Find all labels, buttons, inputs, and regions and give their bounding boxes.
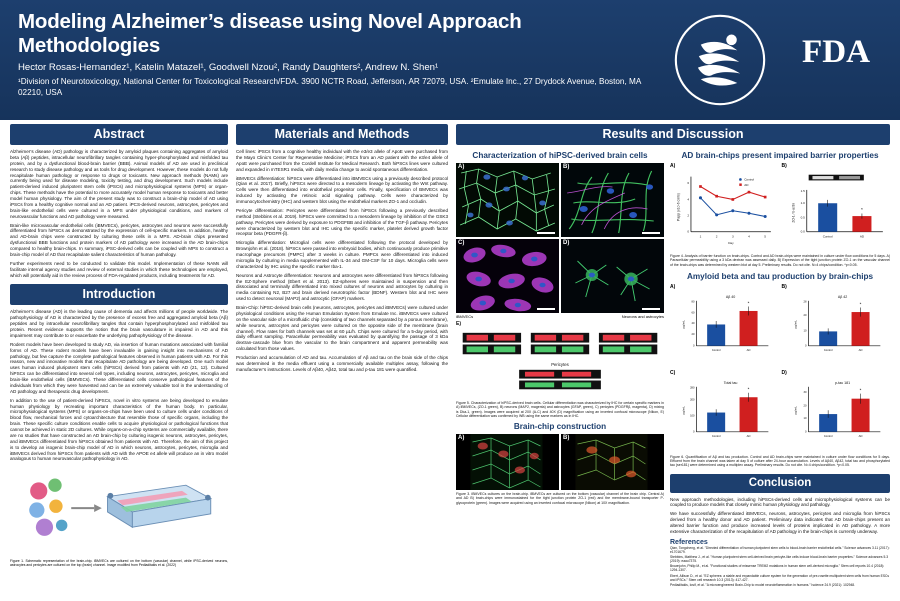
methods-body <box>236 149 448 373</box>
svg-text:0: 0 <box>687 229 690 234</box>
references-list <box>670 546 890 587</box>
svg-text:Day: Day <box>728 241 734 246</box>
figure3-caption: Figure 3. iBMVECs cultures on the brain-chip. iBMVECs are cultured on the bottom (vascular) channel of the brain chip. Central A) and AD B) brain-chips were immunostained for the tight junction protein ZO-1 (red) and the membrane-bound transporter P-glycoprotein (green). Images were acquired using an inverted confocal microscope (Nikon) at 10X magnification. <box>456 492 664 505</box>
svg-text:60: 60 <box>691 311 695 315</box>
svg-text:pg/mL: pg/mL <box>681 405 686 415</box>
chip-image-ad <box>561 434 664 490</box>
chart-abeta42-svg <box>782 290 891 362</box>
amyloid-charts <box>670 284 890 453</box>
svg-text:10: 10 <box>803 329 807 333</box>
svg-text:p-tau 181: p-tau 181 <box>834 380 850 385</box>
chart-permeability <box>670 163 779 252</box>
chart-ptau <box>782 370 891 453</box>
panel-label-e: E) <box>456 321 461 327</box>
micrograph-iba1 <box>561 239 664 313</box>
introduction-section <box>10 284 228 462</box>
methods-para-4: Neurons and Astrocyte differentiation: Neurons and astrocytes were differentiated from hiPSCs following the EZ-Sphere method (Ebert et al. 2013). EZ-spheres were maintained in suspension and then dissociated and terminally differentiated into mixed cultures of neurons and astrocytes by culturing in media containing N2, B27 and brain derived neurotrophic factor (BDNF). Western blot and IHC were used to detect neuronal (MAP2) and astrocytic (GFAP) markers. <box>236 272 448 302</box>
svg-text:4: 4 <box>748 234 750 239</box>
svg-text:5: 5 <box>764 234 766 239</box>
svg-text:pg/mL: pg/mL <box>793 405 798 415</box>
reference-item: Stebbins, Matthew J., et al. "Human pluripotent stem cell-derived brain pericyte-like cells induce blood-brain barrier properties." Science advances 5.3 (2019): eaau7375. <box>670 555 889 564</box>
svg-text:3: 3 <box>731 234 734 239</box>
svg-text:0: 0 <box>804 344 807 348</box>
conclusion-para-1: We have successfully differentiated iBMVECs, neurons, astrocytes, pericytes and microglia from hiPSCs derived from a healthy donor and AD patient. Preliminary data indicates that AD brain-chips present an altered barrier function and produce increased levels of proteins implicated in AD pathology. A more extensive characterization of the recapitulation of AD pathology in the brain-chips is currently underway. <box>670 511 890 534</box>
methods-heading: Materials and Methods <box>236 124 448 145</box>
methods-para-5: Brain-Chip: hiPSC-derived brain cells (neurons, astrocytes, pericytes and iBMVECs) were cultured under physiological conditions using the Human Emulation System from Emulate Inc. iBMVECs were cultured on the vascular side of a microfluidic chip (consisting of two channels separated by a porous membrane), while neurons, astrocytes and pericytes were cultured on the opposite side of the membrane (brain channel). Flow rates for both channels was set at 60 µL/h. Chips were cultured for a 5-day period, with daily effluent sampling. Paracellular permeability was evaluated by quantifying the passage of 3 kDa dextran-cascade blue from the vascular to the brain compartment and apparent permeability was calculated from those values. <box>236 305 448 352</box>
barrier-charts <box>670 163 890 252</box>
poster-header <box>0 0 900 120</box>
svg-text:Aβ 42: Aβ 42 <box>837 294 847 299</box>
svg-text:AD: AD <box>859 234 864 239</box>
scale-bar <box>642 308 660 310</box>
chart-abeta40-svg <box>670 290 779 362</box>
panel-label-a-chip: A) <box>458 435 465 442</box>
svg-text:*: * <box>859 387 861 393</box>
panel-label-a: A) <box>458 164 465 170</box>
svg-text:0: 0 <box>693 344 695 348</box>
fda-logo <box>790 28 882 74</box>
svg-text:2: 2 <box>687 213 690 218</box>
reference-item: Pediaditakis, Iosif, et al. "A microengineered Brain-Chip to model neuroinflammation in humans." Iscience 24.9 (2021): 102948. <box>670 582 856 587</box>
svg-text:10: 10 <box>803 416 807 420</box>
scale-bar <box>642 232 660 234</box>
chart-permeability-panel: A) <box>670 163 676 169</box>
western-blot-image <box>456 327 664 399</box>
abstract-body <box>10 149 228 278</box>
figure6-caption: Figure 6. Quantification of Aβ and tau production. Control and AD brain-chips were maintained in culture under flow conditions for 5 days. Effluent from the brain channel was taken at day 5 of culture after 24-hour accumulation. Levels of Aβ40, Aβ42, total tau and phosphorylated tau (ser181) were determined using a multiplex assay. Preliminary results. Do not cite. N=4 chips/condition. *p<0.05. <box>670 454 890 468</box>
intro-para-2: In addition to the use of patient-derived hiPSCs, novel in vitro systems are being developed to emulate human physiology by recreating important characteristics of the human body. In particular, microphysiological systems (MPS) or organs-on-chips have been used to culture cells under conditions of blood flow, mechanical forces and cytoarchitecture that resemble those of specific organs, including the brain. These specific culture conditions enable cells to acquire physiological or pathological functions that cannot be achieved in static 2D cultures. While organs-on-a-chip systems are commercially available, there are no studies that have constructed an AD brain-chip by culturing isogenic neurons, astrocytes, pericytes, and iBMVECs differentiated from hiPSCs obtained from patients with AD. Therefore, the aim of this project is to develop an isogenic brain-chip model of AD in which neurons, astrocytes, pericytes, microglia and iBMVECs derived from hiPSCs from patients with AD with the APOE e4 allele will produce an in vitro model analogous to human neurovascular pathophysiology in AD. <box>10 397 228 462</box>
label-neurons: Neurons and astrocytes <box>621 314 664 319</box>
micrograph-labels <box>456 314 664 319</box>
label-ibmvecs: iBMVECs <box>456 314 474 319</box>
svg-text:280: 280 <box>690 386 695 390</box>
brain-chip-subtitle: Brain-chip construction <box>513 422 607 432</box>
svg-text:20: 20 <box>803 404 807 408</box>
chart-total-tau-panel: C) <box>670 369 676 376</box>
svg-text:AD: AD <box>746 348 751 352</box>
chart-total-tau-svg <box>670 376 779 448</box>
svg-text:6: 6 <box>687 181 690 186</box>
svg-text:Papp (x10-6 cm/s): Papp (x10-6 cm/s) <box>676 193 681 221</box>
chart-abeta40 <box>670 284 779 367</box>
svg-text:0: 0 <box>804 430 807 434</box>
panel-label-b: B) <box>563 164 570 170</box>
svg-text:100: 100 <box>690 414 695 418</box>
svg-text:80: 80 <box>691 300 695 304</box>
svg-text:0: 0 <box>693 430 695 434</box>
page-title: Modeling Alzheimer’s disease using Novel Approach Methodologies <box>18 10 522 58</box>
svg-text:Control: Control <box>711 348 721 352</box>
column-left <box>10 124 228 567</box>
chart-zo1 <box>782 163 891 252</box>
svg-text:ZO-1 / b-actin: ZO-1 / b-actin <box>790 202 795 223</box>
chart-permeability-svg <box>670 169 779 247</box>
panel-label-b-chip: B) <box>563 435 570 442</box>
svg-text:1: 1 <box>699 234 702 239</box>
hhs-seal-icon <box>672 12 768 108</box>
chart-abeta40-panel: A) <box>670 283 676 290</box>
svg-text:0.0: 0.0 <box>800 229 805 234</box>
svg-text:*: * <box>860 207 863 213</box>
abstract-para-2: Further experiments need to be conducted to validate this model. Implementation of these NAMs will facilitate internal agency studies and review of external studies in which these technologies are employed, which will potentially aid in the review process of FDA-regulated products, including treatments for AD. <box>10 260 228 278</box>
results-right <box>670 149 890 588</box>
methods-para-2: Pericyte differentiation: Pericytes were differentiated from hiPSCs following a previously described method (Stebbins et al. 2019). hiPSCs were committed to a mesoderm lineage by inhibition of the GSK3 pathway. Pericytes were derived by exposure to PDGFBB and inhibition of the TGF-β pathway. Pericytes were characterized by western blot and IHC using the specific marker, platelet derived growth factor receptor beta (PDGFR-β). <box>236 207 448 237</box>
methods-para-6: Production and accumulation of AD and tau. Accumulation of Aβ and tau on the brain side of the chips was determined in the media effluent using a commercially available multiplex assay, following the manufacturer’s instructions. Levels of Aβ40, Aβ42, total tau and p-tau 181 were quantified. <box>236 355 448 372</box>
results-left <box>456 149 664 505</box>
figure1-schematic <box>10 468 228 567</box>
svg-text:20: 20 <box>691 332 695 336</box>
svg-text:0.5: 0.5 <box>800 215 805 220</box>
svg-text:2: 2 <box>715 234 718 239</box>
reference-item: Qian, Tongcheng, et al. "Directed differentiation of human pluripotent stem cells to blood-brain barrier endothelial cells." Science advances 3.11 (2017): e1701679. <box>670 545 890 554</box>
chip-image-control <box>456 434 559 490</box>
micrograph-zo1 <box>456 163 559 237</box>
svg-text:*: * <box>747 300 750 306</box>
micrograph-pdgfrb <box>456 239 559 313</box>
conclusion-para-0: New approach methodologies, including hiPSCs-derived cells and microphysiological systems can be coupled to produce models that closely mimic human physiology and pathology. <box>670 496 890 508</box>
svg-text:40: 40 <box>691 321 695 325</box>
svg-text:1.0: 1.0 <box>800 201 805 206</box>
svg-text:FDA: FDA <box>801 33 871 71</box>
references-heading: References <box>670 538 708 546</box>
characterization-subtitle: Characterization of hiPSC-derived brain cells <box>472 151 648 160</box>
svg-text:pg/mL: pg/mL <box>681 319 686 329</box>
reference-item: Brownjohn, Philip M., et al. "Functional studies of missense TREM2 mutations in human stem cell-derived microglia." Stem cell reports 10.4 (2018): 1294-1307. <box>670 564 885 573</box>
svg-text:4: 4 <box>687 197 690 202</box>
svg-text:pg/mL: pg/mL <box>793 319 798 329</box>
svg-text:*: * <box>747 386 750 392</box>
abstract-heading: Abstract <box>10 124 228 145</box>
column-results <box>456 124 890 601</box>
svg-text:Control: Control <box>823 434 832 438</box>
svg-text:AD: AD <box>744 183 749 188</box>
svg-text:Control: Control <box>711 434 721 438</box>
scale-bar <box>537 308 555 310</box>
svg-text:Control: Control <box>744 177 755 182</box>
svg-text:20: 20 <box>803 313 807 317</box>
chart-abeta42-panel: B) <box>781 283 787 290</box>
svg-text:Pericytes: Pericytes <box>551 361 569 367</box>
methods-para-0: Cell lines: iPSCs from a cognitive healthy individual with the e3/e3 allele of ApoE were purchased from the Mayo Clinic’s Center for Regenerative Medicine; iPSCs from an AD patient with the e3/e4 allele of ApoE were purchased from the Cordell Institute for Medical Research. Both hiPSCs lines were cultured and expanded in mTESR1 media, with daily media change to avoid spontaneous differentiation. <box>236 149 448 172</box>
amyloid-subtitle: Amyloid beta and tau production by brain-chips <box>686 271 874 281</box>
micrograph-map2-gfap <box>561 163 664 237</box>
intro-para-1: Rodent models have been developed to study AD, via insertion of human mutations associated with familial forms of AD. These rodent models have been invaluable in gaining insight into mechanisms of AD pathology, but few capture the complete pathological features observed in human patients with AD. For this reason, new and innovative models that recapitulate AD pathology are being developed. One such model uses human induced pluripotent stem cells (hiPSCs) derived from patients with AD (21, 12). Cultured hiPSCs can be differentiated into several cell types, including neurons, astrocytes, pericytes, microglia and brain-like endothelial cells (iBMVECs). These differentiated cells conserve pathological features of the individuals from which they were harvested and can be an extremely valuable tool in the understanding of AD pathology and therapeutic drug development. <box>10 341 228 394</box>
conclusion-heading: Conclusion <box>670 474 890 493</box>
affiliations: ¹Division of Neurotoxicology, National Center for Toxicological Research/FDA. 3900 NCTR Road, Jefferson, AR 72079, USA. ²Emulate Inc., 27 Drydock Avenue, Boston, MA 02210, USA <box>18 77 641 98</box>
figure5-caption: Figure 5. Characterization of hiPSC-derived brain cells. Cellular differentiation was characterized by IHC for certain specific markers in A) iBMVECs, (ZO-1 green), B) neurons (MAP2, magenta) and astrocytes (GFAP, green), C) pericytes (PDGFRβ, magenta), D) mixing is Dka-1, green). Images were acquired at 20X (A-C) and 40X (D) magnification using an inverted confocal microscope (Nikon, E) Cellular differentiation was confirmed by WB using the same markers as in IHC. <box>456 401 664 418</box>
chart-zo1-panel: B) <box>781 163 787 169</box>
svg-text:30: 30 <box>803 390 807 394</box>
methods-para-3: Microglia differentiation: Microglial cells were differentiated following the protocol developed by Brownjohn et al. (2018). hiPSCs were passed into embryoid bodies, which continuously produce primitive macrophage precursors (PMPC) after 3 weeks in culture. PMPCs were differentiated into induced microglia by culturing in media supplemented with IL-34 and GM-CSF for 10 days. Microglia cells were characterized by IHC using the specific marker Iba-1. <box>236 240 448 269</box>
column-methods <box>236 124 448 376</box>
western-blot-panel <box>456 321 664 399</box>
methods-para-1: iBMVECs differentiation: hiPSCs were differentiated into iBMVECs using a previously described protocol (Qian et al. 2017). Briefly, hiPSCs were directed to a mesoderm lineage by activating the Wnt pathway. Cells were then differentiated into endothelial progenitor cells. Finally, specification of BMVECs was induced by activating the retinoic acid signaling pathway. Cells were characterized by immunocytochemistry (IHC) and western blot using the endothelial markers ZO-1 and occludin. <box>236 175 448 204</box>
svg-text:Aβ 40: Aβ 40 <box>725 294 736 299</box>
svg-text:AD: AD <box>858 348 862 352</box>
results-heading: Results and Discussion <box>456 124 890 145</box>
chart-total-tau <box>670 370 779 453</box>
brain-chip-schematic-icon <box>10 468 228 554</box>
introduction-body <box>10 309 228 462</box>
figure1-caption: Figure 1. Schematic representation of the brain-chip. iBMVECs are cultured on the bottom (vascular) channel, while iPSC-derived neurons, astrocytes and pericytes are cultured on the top (brain) channel. Image modified from Pediaditakis et al. (2022) <box>10 559 228 568</box>
figure4-caption: Figure 4. Analysis of barrier function on brain-chips. Control and AD brain-chips were maintained in culture under flow conditions for 5 days. A) Paracellular permeability using a 3 kDa dextran was assessed daily. B) Expression of the tight junction protein ZO-1 on the vascular channel of the brain-chips was determined by western blot at day 5. Preliminary results. Do not cite. N=4 chips/condition. *p<0.05. <box>670 254 890 267</box>
conclusion-body <box>670 497 890 535</box>
panel-label-d: D) <box>563 240 570 246</box>
brain-chip-images <box>456 434 664 490</box>
svg-text:1.5: 1.5 <box>800 188 805 193</box>
svg-text:Total tau: Total tau <box>723 380 738 385</box>
chart-zo1-svg <box>782 169 891 247</box>
abstract-para-0: Alzheimer’s disease (AD) pathology is characterized by amyloid plaques containing aggregates of amyloid beta (Aβ) peptides, intracellular neurofibrillary tangles containing hyper-phosphorylated and misfolded tau protein, and by a dysfunctional blood-brain barrier (BBB). Animal models of AD are used in preclinical research to study disease pathology and as tools for drug development. However, these models do not fully recapitulate human pathology or response to drugs or toxicants. New approach methods (NAMs) are currently being used for disease modeling, toxicity testing, and drug development. Such models include patient-derived induced pluripotent stem cells (iPSCs) and microphysiological systems (MPS) or organ-chips. These methods have the potential to more accurately model human response to toxicants and better model human physiology. The aim of the present study was to construct a brain-chip model of AD using iPSCs from a healthy cognitive normal and an AD patient. iPCS-derived neurons, astrocytes, pericytes and brain-like endothelial cells were cultured in a MPS under physiological conditions, and markers of neurovascular functions and AD pathology were measured. <box>10 149 228 219</box>
svg-text:200: 200 <box>690 398 695 402</box>
chart-ptau-panel: D) <box>781 369 787 376</box>
chart-ptau-svg <box>782 376 891 448</box>
svg-text:28: 28 <box>803 300 807 304</box>
scale-bar <box>537 232 555 234</box>
svg-text:AD: AD <box>746 434 751 438</box>
svg-text:Control: Control <box>823 348 832 352</box>
svg-text:Control: Control <box>822 234 833 239</box>
reference-item: Ebert, Allison D., et al. "EZ spheres: a stable and expandable culture system for the generation of pre-rosette multipotent stem cells from human ESCs and iPSCs." Stem cell research 10.3 (2013): 417-427. <box>670 573 890 582</box>
panel-label-c: C) <box>458 240 465 246</box>
author-list: Hector Rosas-Hernandez¹, Katelin Matazel¹, Goodwell Nzou², Randy Daughters², Andrew N. Shen¹ <box>18 62 439 73</box>
chart-abeta42 <box>782 284 891 367</box>
abstract-para-1: Brain-like microvascular endothelial cells (iBMVECs), pericytes, astrocytes and neurons were successfully differentiated from hiPSCs as demonstrated by the expression of cell-specific markers. In addition, healthy and AD-brain chips were constructed by culturing these cells in a MPS. AD-brain chips presented dysfunctional BBB functions and protein markers of AD pathology were increased in the AD brain-chips compared to healthy brain-chips. In summary, iPSC-derived cells can be coupled with MPS to construct a brain-chip model of AD that recapitulate salient characteristics of human pathology. <box>10 222 228 257</box>
barrier-subtitle: AD brain-chips present impaired barrier properties <box>681 151 879 160</box>
introduction-heading: Introduction <box>10 284 228 305</box>
micrograph-grid-cd <box>456 239 664 313</box>
svg-text:AD: AD <box>858 434 862 438</box>
micrograph-grid-ab <box>456 163 664 237</box>
abstract-section <box>10 124 228 278</box>
svg-text:*: * <box>859 301 861 307</box>
intro-para-0: Alzheimer’s disease (AD) is the leading cause of dementia and affects millions of people worldwide. The pathophysiology of AD is characterized by the presence of excess free and aggregated amyloid beta (Aβ) peptides and by intracellular neurofibrillary tangles that contain hyperphosphorylated and misfolded tau protein. Recent evidence supports the notion that the brain vasculature is impaired in AD and this impairment may contribute to or exacerbate the underlying pathophysiology of the disease. <box>10 309 228 338</box>
